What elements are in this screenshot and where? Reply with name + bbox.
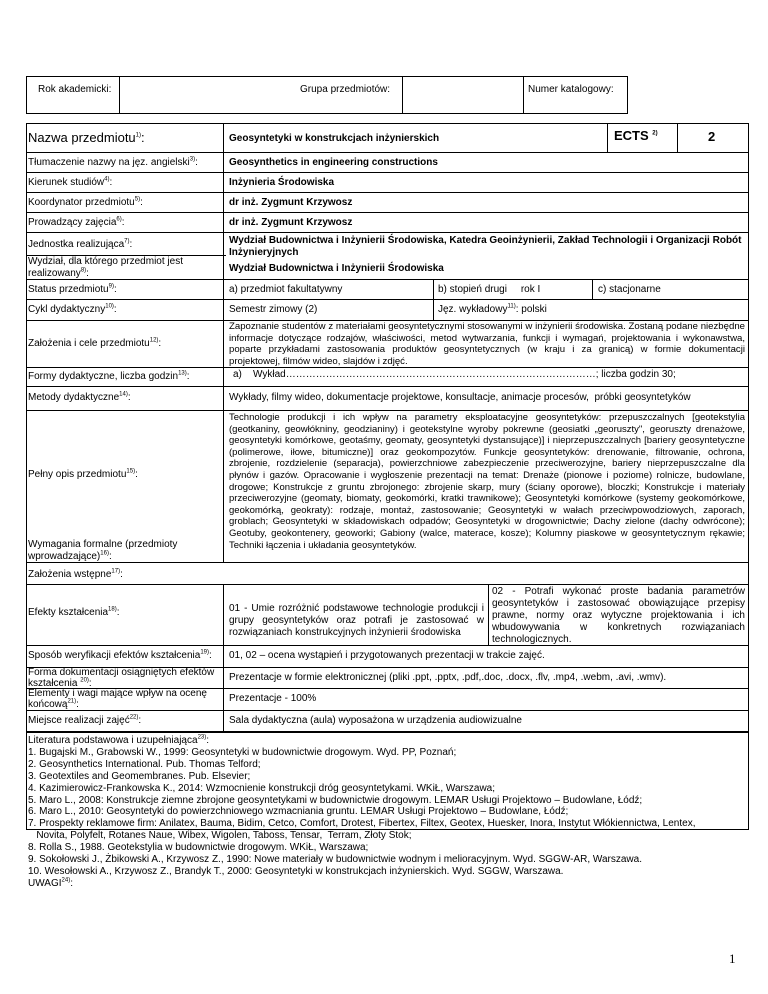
kierunek-value: Inżynieria Środowiska — [229, 177, 335, 188]
efekty-label: Efekty kształcenia$^{18)}$: — [28, 606, 120, 618]
opis-label: Pełny opis przedmiotu$^{15)}$: — [28, 468, 138, 480]
literatura-list — [28, 735, 748, 890]
literatura-label: Literatura podstawowa i uzupełniająca$^{23)}$: — [28, 734, 210, 746]
elementy-label: Elementy i wagi mające wpływ na ocenę końcową$^{21)}$: — [28, 688, 207, 710]
efekty-01: 01 - Umie rozróżnić podstawowe technologie produkcji i grupy geosyntetyków oraz potrafi je zastosować w rozwiązaniach konstrukcyjnych inżynierii środowiska — [229, 603, 484, 638]
zalozenia-label: Założenia i cele przedmiotu$^{12)}$: — [28, 337, 162, 349]
ects-value: 2 — [708, 129, 716, 144]
forma-dok-value: Prezentacje w formie elektronicznej (pliki .ppt, .pptx, .pdf,.doc, .docx, .flv, .mp4, .webm, .avi, .wmv). — [229, 672, 667, 683]
numer-katalogowy-label: Numer katalogowy: — [528, 84, 614, 95]
grupa-przedmiotow-label: Grupa przedmiotów: — [300, 84, 391, 95]
status-label: Status przedmiotu$^{9)}$: — [28, 283, 117, 295]
jednostka-value: Wydział Budownictwa i Inżynierii Środowiska, Katedra Geoinżynierii, Zakład Technologii i Organizacji Robót Inżynieryjnych — [229, 235, 742, 258]
wydzial-label: Wydział, dla którego przedmiot jest realizowany$^{8)}$: — [28, 256, 183, 279]
literatura-item: 8. Rolla S., 1988. Geotekstylia w budownictwie drogowym. WKiŁ, Warszawa; — [28, 842, 369, 854]
literatura-item: 10. Wesołowski A., Krzywosz Z., Brandyk T., 2000: Geosyntetyki w konstrukcjach inżynierskich. Wyd. SGGW, Warszawa. — [28, 865, 564, 877]
jednostka-label: Jednostka realizująca$^{7)}$: — [28, 238, 133, 250]
literatura-item: 9. Sokołowski J., Żbikowski A., Krzywosz Z., 1990: Nowe materiały w budownictwie wodnym i melioracyjnym. Wyd. SGGW-AR, Warszawa. — [28, 854, 642, 866]
zalozenia-wstepne-label: Założenia wstępne$^{17)}$: — [28, 568, 123, 580]
efekty-02: 02 - Potrafi wykonać proste badania parametrów geosyntetyków i zastosować obowiązujące przepisy prawne, normy oraz wytyczne projektowania i ich wbudowywania w konkretnych rozwiązaniach technologicznych. — [492, 586, 745, 645]
literatura-item: 1. Bugajski M., Grabowski W., 1999: Geosyntetyki w budownictwie drogowym. Wyd. PP, Poznań; — [28, 746, 457, 758]
cykl-value: Semestr zimowy (2) — [229, 304, 318, 315]
literatura-item: 4. Kazimierowicz-Frankowska K., 2014: Wzmocnienie konstrukcji dróg geosyntetykami. WKiŁ, Warszawa; — [28, 782, 496, 794]
metody-label: Metody dydaktyczne$^{14)}$: — [28, 391, 131, 403]
formy-value: a) Wykład…………………………………………………………………………………; liczba godzin 30; — [233, 369, 676, 380]
prowadzacy-value: dr inż. Zygmunt Krzywosz — [229, 217, 353, 228]
zalozenia-value: Zapoznanie studentów z materiałami geosyntetycznymi stosowanymi w inżynierii środowiska. Zostaną podane niezbędne informacje dotyczące rodzajów, właściwości, metod wytwarzania, funkcji i wymagań, projektowania i wykonawstwa, poparte przykładami zastosowania produktów geosyntetycznych (w kraju i za granicą) w formie dokumentacji projektowej, filmów wideo, slajdów i zdjęć. — [229, 321, 745, 367]
status-b: b) stopień drugi rok I — [438, 284, 541, 295]
kierunek-label: Kierunek studiów$^{4)}$: — [28, 176, 113, 188]
miejsce-value: Sala dydaktyczna (aula) wyposażona w urządzenia audiowizualne — [229, 715, 522, 726]
uwagi-label: UWAGI$^{24)}$: — [28, 877, 73, 889]
sposob-label: Sposób weryfikacji efektów kształcenia$^{19)}$: — [28, 649, 212, 661]
literatura-item: 6. Maro L., 2010: Geosyntetyki do powierzchniowego wzmacniania gruntu. LEMAR Usługi Projektowo – Budowlane, Łódź; — [28, 806, 569, 818]
nazwa-label: Nazwa przedmiotu$^{1)}$: — [28, 130, 145, 145]
page-number: 1 — [729, 951, 736, 966]
tlumaczenie-value: Geosynthetics in engineering constructions — [229, 157, 438, 168]
koordynator-value: dr inż. Zygmunt Krzywosz — [229, 197, 353, 208]
cykl-label: Cykl dydaktyczny$^{10)}$: — [28, 303, 117, 315]
status-c: c) stacjonarne — [598, 284, 661, 295]
prowadzacy-label: Prowadzący zajęcia$^{6)}$: — [28, 216, 125, 228]
formy-label: Formy dydaktyczne, liczba godzin$^{13)}$: — [28, 370, 190, 382]
literatura-item: Novita, Polyfelt, Rotanes Naue, Wibex, Wigolen, Taboss, Tensar, Terram, Złoty Stok; — [28, 830, 412, 842]
literatura-item: 2. Geosynthetics International. Pub. Thomas Telford; — [28, 758, 261, 770]
opis-value: Technologie produkcji i ich wpływ na parametry eksploatacyjne geosyntetyków: przepuszczalnych [geotekstylia (geotkaniny, geowłókniny, geodzianiny) i geotekstylne wyroby pokrewne (geosiatki „georuszty", georuszty drenażowe, geosyntetyki komórkowe, geotaśmy, geomaty, geosyntetyki dystansujące)] i nieprzepuszczalnych [bariery geosyntetyczne (polimerowe, iłowe, bitumiczne)] oraz geokompozytów. Funkcje geosyntetyków: drenowanie, filtrowanie, ochrona, zbrojenie, rozdzielenie (separacja), powierzchniowe zabezpieczenie przeciwerozyjne, bariery nieprzepuszczalne dla płynów i gazów. Opracowanie i wygłoszenie prezentacji na temat: Drenaże (pionowe i poziome) rolnicze, budowlane, drogowe; Konstrukcje z gruntu zbrojonego: zbrojenie skarp, mury (ściany oporowe), bloczki; Konstrukcje i materiały przeciwerozyjne (geomaty, biomaty, geokomórki, kratki trawnikowe); Geosyntetyki komórkowe (systemy geokomórkowe, geokomórką, geokraty): rodzaje, montaż, zastosowanie; Geosyntetyki w wałach przeciwpowodziowych, zaporach, groblach; Geosyntetyki w składowiskach odpadów; Geosyntetyki w drogownictwie; Dachy zielone (dachy odwrócone); Geotuby, geokontenery, geoworki; Gabiony (walce, materace, kosze); Kolumny piaskowe w geosyntetycznym rękawie; Techniki łączenia i układania geosyntetyków. — [229, 412, 745, 551]
ects-label: ECTS $^{2)}$ — [614, 128, 658, 143]
rok-akademicki-label: Rok akademicki: — [38, 84, 112, 95]
wymagania-label: Wymagania formalne (przedmioty wprowadzające)$^{16)}$: — [28, 539, 178, 562]
metody-value: Wykłady, filmy wideo, dokumentacje projektowe, konsultacje, animacje procesów, próbki geosyntetyków — [229, 392, 691, 403]
koordynator-label: Koordynator przedmiotu$^{5)}$: — [28, 196, 143, 208]
forma-dok-label: Forma dokumentacji osiągniętych efektów kształcenia $^{20)}$: — [28, 667, 215, 689]
miejsce-label: Miejsce realizacji zajęć$^{22)}$: — [28, 714, 142, 726]
literatura-item: 7. Prospekty reklamowe firm: Anilatex, Bauma, Bidim, Cetco, Comfort, Drotest, Fibertex, Filtex, Geotex, Huesker, Inora, Instytut Włókiennictwa, Lentex, — [28, 818, 696, 830]
status-a: a) przedmiot fakultatywny — [229, 284, 343, 295]
literatura-item: 3. Geotextiles and Geomembranes. Pub. Elsevier; — [28, 770, 251, 782]
tlumaczenie-label: Tłumaczenie nazwy na jęz. angielski$^{3)}$: — [28, 156, 198, 168]
sposob-value: 01, 02 – ocena wystąpień i przygotowanych prezentacji w trakcie zajęć. — [229, 650, 545, 661]
elementy-value: Prezentacje - 100% — [229, 693, 317, 704]
wydzial-value: Wydział Budownictwa i Inżynierii Środowiska — [229, 263, 444, 274]
nazwa-value: Geosyntetyki w konstrukcjach inżynierskich — [229, 133, 440, 144]
jezyk-value: Jęz. wykładowy$^{11)}$: polski — [438, 303, 547, 315]
literatura-item: 5. Maro L., 2008: Konstrukcje ziemne zbrojone geosyntetykami w budownictwie drogowym. LEMAR Usługi Projektowo – Budowlane, Łódź; — [28, 794, 643, 806]
